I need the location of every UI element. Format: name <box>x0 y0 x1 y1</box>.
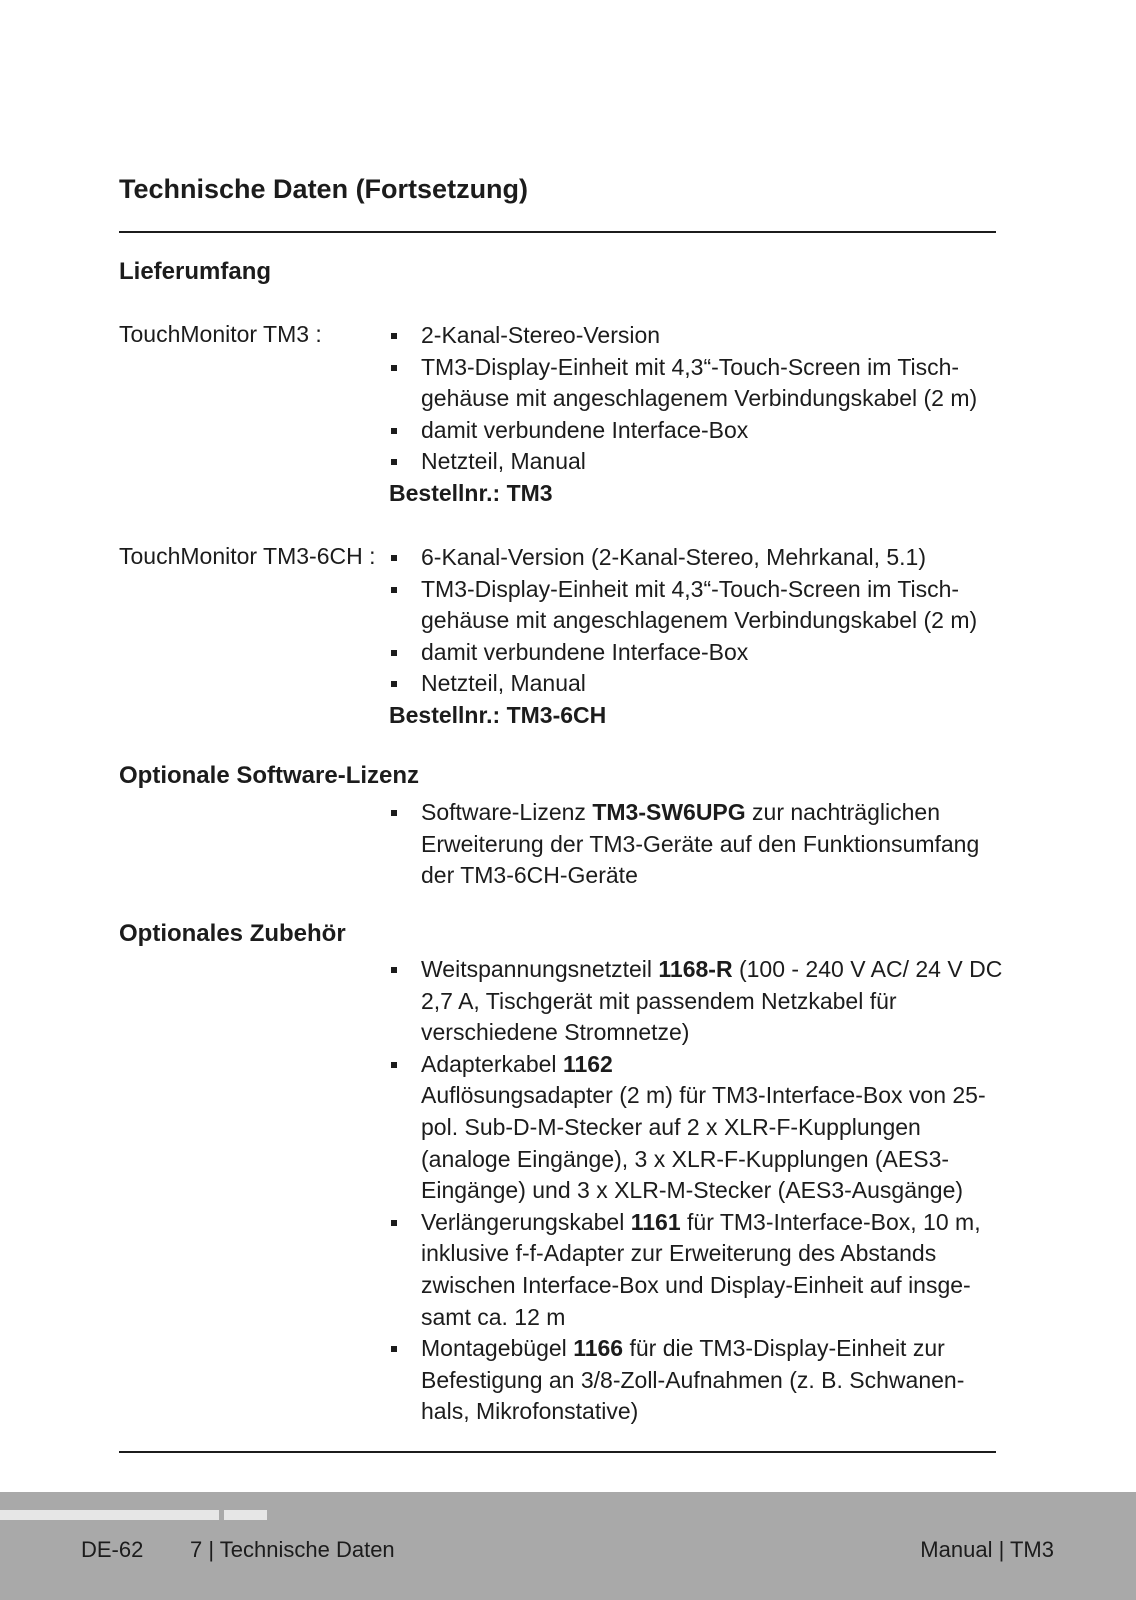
list-item: 2-Kanal-Stereo-Version <box>389 320 1009 352</box>
footer-manual: Manual | TM3 <box>920 1537 1054 1562</box>
list-item: 6-Kanal-Version (2-Kanal-Stereo, Mehrkanal, 5.1) <box>389 542 1009 574</box>
section-heading-lieferumfang: Lieferumfang <box>119 258 272 285</box>
accessories-list <box>389 954 1009 1428</box>
order-number-tm3: Bestellnr.: TM3 <box>389 480 553 506</box>
list-item: TM3-Display-Einheit mit 4,3“-Touch-Screen im Tisch-gehäuse mit angeschlagenem Verbindungskabel (2 m) <box>389 574 1009 637</box>
footer-accent-bar <box>0 1510 219 1520</box>
list-item: Weitspannungsnetzteil 1168-R (100 - 240 V AC/ 24 V DC 2,7 A, Tischgerät mit passendem Netzkabel für verschiedene Stromnetze) <box>389 954 1009 1049</box>
tm3-contents-list <box>389 320 1009 478</box>
bottom-divider <box>119 1451 996 1453</box>
product-label-tm3-6ch: TouchMonitor TM3-6CH : <box>119 543 376 569</box>
order-number-tm3-6ch: Bestellnr.: TM3-6CH <box>389 702 607 728</box>
page-title: Technische Daten (Fortsetzung) <box>119 174 529 204</box>
top-divider <box>119 231 996 233</box>
tm3-6ch-contents-list <box>389 542 1009 700</box>
list-item: TM3-Display-Einheit mit 4,3“-Touch-Screen im Tisch-gehäuse mit angeschlagenem Verbindungskabel (2 m) <box>389 352 1009 415</box>
list-item: damit verbundene Interface-Box <box>389 415 1009 447</box>
software-list <box>389 797 1009 892</box>
footer-page-number: DE-62 <box>81 1537 144 1562</box>
footer-chapter: 7 | Technische Daten <box>190 1537 395 1562</box>
list-item: Adapterkabel 1162 Auflösungsadapter (2 m) für TM3-Interface-Box von 25-pol. Sub-D-M-Stecker auf 2 x XLR-F-Kupplungen (analoge Eingänge), 3 x XLR-F-Kupplungen (AES3-Eingänge) und 3 x XLR-M-Stecker (AES3-Ausgänge) <box>389 1049 1009 1207</box>
footer-accent-bar-small <box>224 1510 267 1520</box>
list-item: damit verbundene Interface-Box <box>389 637 1009 669</box>
list-item: Verlängerungskabel 1161 für TM3-Interface-Box, 10 m, inklusive f-f-Adapter zur Erweiterung des Abstands zwischen Interface-Box und Display-Einheit auf insge-samt ca. 12 m <box>389 1207 1009 1333</box>
list-item: Software-Lizenz TM3-SW6UPG zur nachträglichen Erweiterung der TM3-Geräte auf den Funktionsumfang der TM3-6CH-Geräte <box>389 797 1009 892</box>
list-item: Montagebügel 1166 für die TM3-Display-Einheit zur Befestigung an 3/8-Zoll-Aufnahmen (z. B. Schwanen-hals, Mikrofonstative) <box>389 1333 1009 1428</box>
section-heading-zubehoer: Optionales Zubehör <box>119 920 346 947</box>
product-label-tm3: TouchMonitor TM3 : <box>119 321 322 347</box>
list-item: Netzteil, Manual <box>389 446 1009 478</box>
list-item: Netzteil, Manual <box>389 668 1009 700</box>
section-heading-software: Optionale Software-Lizenz <box>119 762 420 789</box>
